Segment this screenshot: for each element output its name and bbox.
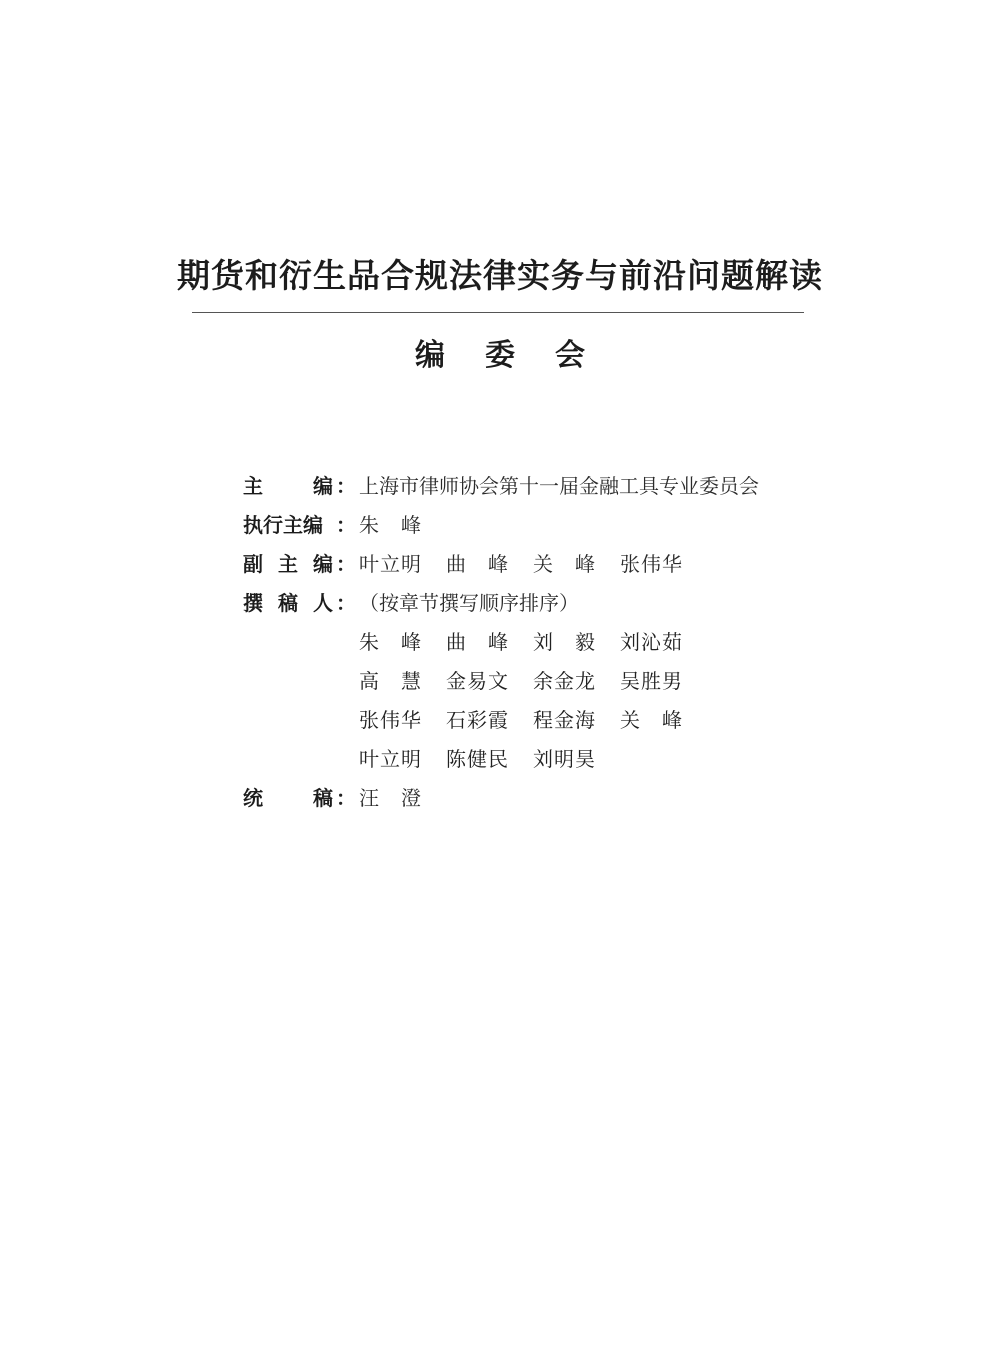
writer-name: 刘 毅 (533, 630, 596, 654)
board-title: 编委会 (415, 338, 625, 373)
compiler-name: 汪 澄 (359, 786, 422, 810)
colon: ： (336, 474, 356, 498)
colon: ： (336, 552, 356, 576)
chief-editor-value: 上海市律师协会第十一届金融工具专业委员会 (359, 474, 759, 498)
compiler-label (243, 779, 333, 818)
writer-name: 关 峰 (620, 708, 683, 732)
writers-names (359, 623, 707, 662)
executive-editor-row (243, 506, 863, 545)
writer-name: 陈健民 (446, 747, 509, 771)
writers-names (359, 740, 620, 779)
deputy-editors-label (243, 545, 333, 584)
deputy-editor-name: 叶立明 (359, 552, 422, 576)
executive-editor-names (359, 506, 863, 545)
writer-name: 叶立明 (359, 747, 422, 771)
writers-label (243, 584, 333, 623)
writers-label-char-1: 撰 (243, 591, 263, 615)
editorial-roster (243, 467, 863, 818)
executive-editor-label: 执行主编 (243, 513, 323, 537)
deputy-editor-name: 曲 峰 (446, 552, 509, 576)
compiler-row (243, 779, 863, 818)
writers-names-row (243, 662, 863, 701)
chief-editor-label-char-1: 主 (243, 474, 263, 498)
compiler-label-char-1: 统 (243, 786, 263, 810)
deputy-editors-label-char-1: 副 (243, 552, 263, 576)
writers-label-char-2: 稿 (278, 591, 298, 615)
chief-editor-row (243, 467, 863, 506)
writer-name: 程金海 (533, 708, 596, 732)
executive-editor-name: 朱 峰 (359, 513, 422, 537)
book-title: 期货和衍生品合规法律实务与前沿问题解读 (177, 256, 823, 295)
writer-name: 余金龙 (533, 669, 596, 693)
compiler-label-char-2: 稿 (313, 786, 333, 810)
writer-name: 石彩霞 (446, 708, 509, 732)
chief-editor-label-char-2: 编 (313, 474, 333, 498)
deputy-editor-name: 张伟华 (620, 552, 683, 576)
writers-row (243, 584, 863, 623)
colon: ： (336, 591, 356, 615)
chief-editor-label (243, 467, 333, 506)
writer-name: 吴胜男 (620, 669, 683, 693)
title-divider (192, 312, 804, 313)
deputy-editors-label-char-2: 主 (278, 552, 298, 576)
writer-name: 刘明昊 (533, 747, 596, 771)
deputy-editor-name: 关 峰 (533, 552, 596, 576)
writers-names-row (243, 623, 863, 662)
writer-name: 曲 峰 (446, 630, 509, 654)
writers-names-row (243, 740, 863, 779)
writers-names-row (243, 701, 863, 740)
colon: ： (336, 513, 356, 537)
deputy-editors-label-char-3: 编 (313, 552, 333, 576)
deputy-editors-row (243, 545, 863, 584)
writer-name: 高 慧 (359, 669, 422, 693)
colon: ： (336, 786, 356, 810)
writers-label-char-3: 人 (313, 591, 333, 615)
compiler-names (359, 779, 863, 818)
writers-note: （按章节撰写顺序排序） (359, 591, 579, 615)
writers-names (359, 662, 707, 701)
writer-name: 金易文 (446, 669, 509, 693)
writer-name: 张伟华 (359, 708, 422, 732)
writers-names (359, 701, 707, 740)
deputy-editors-names (359, 545, 863, 584)
writer-name: 朱 峰 (359, 630, 422, 654)
writer-name: 刘沁茹 (620, 630, 683, 654)
